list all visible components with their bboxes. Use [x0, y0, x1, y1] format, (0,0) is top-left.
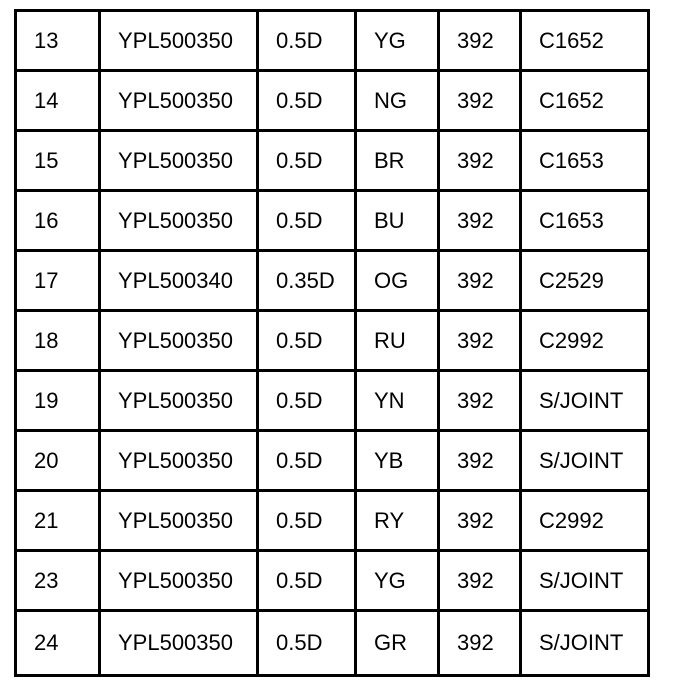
connector-cell: S/JOINT — [521, 431, 649, 491]
connector-cell: C1653 — [521, 191, 649, 251]
table-row — [16, 611, 649, 676]
table-row — [16, 491, 649, 551]
code-cell: 392 — [439, 311, 521, 371]
size-cell: 0.5D — [258, 551, 356, 611]
part-number-cell: YPL500350 — [100, 491, 258, 551]
color-code-cell: YG — [356, 11, 439, 71]
table-row — [16, 311, 649, 371]
row-number-cell: 14 — [16, 71, 100, 131]
connector-cell: S/JOINT — [521, 371, 649, 431]
part-number-cell: YPL500350 — [100, 611, 258, 676]
color-code-cell: YB — [356, 431, 439, 491]
row-number-cell: 21 — [16, 491, 100, 551]
part-number-cell: YPL500350 — [100, 191, 258, 251]
part-number-cell: YPL500350 — [100, 431, 258, 491]
color-code-cell: GR — [356, 611, 439, 676]
part-number-cell: YPL500340 — [100, 251, 258, 311]
row-number-cell: 20 — [16, 431, 100, 491]
wire-table-body — [16, 11, 649, 676]
row-number-cell: 15 — [16, 131, 100, 191]
connector-cell: S/JOINT — [521, 551, 649, 611]
code-cell: 392 — [439, 611, 521, 676]
size-cell: 0.5D — [258, 11, 356, 71]
row-number-cell: 19 — [16, 371, 100, 431]
part-number-cell: YPL500350 — [100, 311, 258, 371]
code-cell: 392 — [439, 131, 521, 191]
part-number-cell: YPL500350 — [100, 71, 258, 131]
size-cell: 0.5D — [258, 491, 356, 551]
size-cell: 0.5D — [258, 311, 356, 371]
color-code-cell: YN — [356, 371, 439, 431]
table-row — [16, 431, 649, 491]
code-cell: 392 — [439, 551, 521, 611]
size-cell: 0.5D — [258, 191, 356, 251]
size-cell: 0.5D — [258, 131, 356, 191]
row-number-cell: 18 — [16, 311, 100, 371]
size-cell: 0.35D — [258, 251, 356, 311]
connector-cell: C1653 — [521, 131, 649, 191]
connector-cell: S/JOINT — [521, 611, 649, 676]
code-cell: 392 — [439, 431, 521, 491]
row-number-cell: 24 — [16, 611, 100, 676]
row-number-cell: 23 — [16, 551, 100, 611]
table-row — [16, 191, 649, 251]
table-row — [16, 251, 649, 311]
connector-cell: C1652 — [521, 71, 649, 131]
connector-cell: C1652 — [521, 11, 649, 71]
table-row — [16, 131, 649, 191]
row-number-cell: 17 — [16, 251, 100, 311]
connector-cell: C2529 — [521, 251, 649, 311]
size-cell: 0.5D — [258, 611, 356, 676]
part-number-cell: YPL500350 — [100, 11, 258, 71]
code-cell: 392 — [439, 71, 521, 131]
code-cell: 392 — [439, 11, 521, 71]
color-code-cell: YG — [356, 551, 439, 611]
row-number-cell: 13 — [16, 11, 100, 71]
row-number-cell: 16 — [16, 191, 100, 251]
color-code-cell: NG — [356, 71, 439, 131]
color-code-cell: RY — [356, 491, 439, 551]
table-row — [16, 71, 649, 131]
size-cell: 0.5D — [258, 431, 356, 491]
code-cell: 392 — [439, 371, 521, 431]
size-cell: 0.5D — [258, 371, 356, 431]
table-row — [16, 551, 649, 611]
connector-cell: C2992 — [521, 491, 649, 551]
color-code-cell: BR — [356, 131, 439, 191]
part-number-cell: YPL500350 — [100, 371, 258, 431]
color-code-cell: OG — [356, 251, 439, 311]
wire-table — [14, 9, 650, 677]
part-number-cell: YPL500350 — [100, 551, 258, 611]
color-code-cell: BU — [356, 191, 439, 251]
code-cell: 392 — [439, 491, 521, 551]
table-row — [16, 11, 649, 71]
color-code-cell: RU — [356, 311, 439, 371]
table-row — [16, 371, 649, 431]
code-cell: 392 — [439, 191, 521, 251]
part-number-cell: YPL500350 — [100, 131, 258, 191]
size-cell: 0.5D — [258, 71, 356, 131]
code-cell: 392 — [439, 251, 521, 311]
connector-cell: C2992 — [521, 311, 649, 371]
